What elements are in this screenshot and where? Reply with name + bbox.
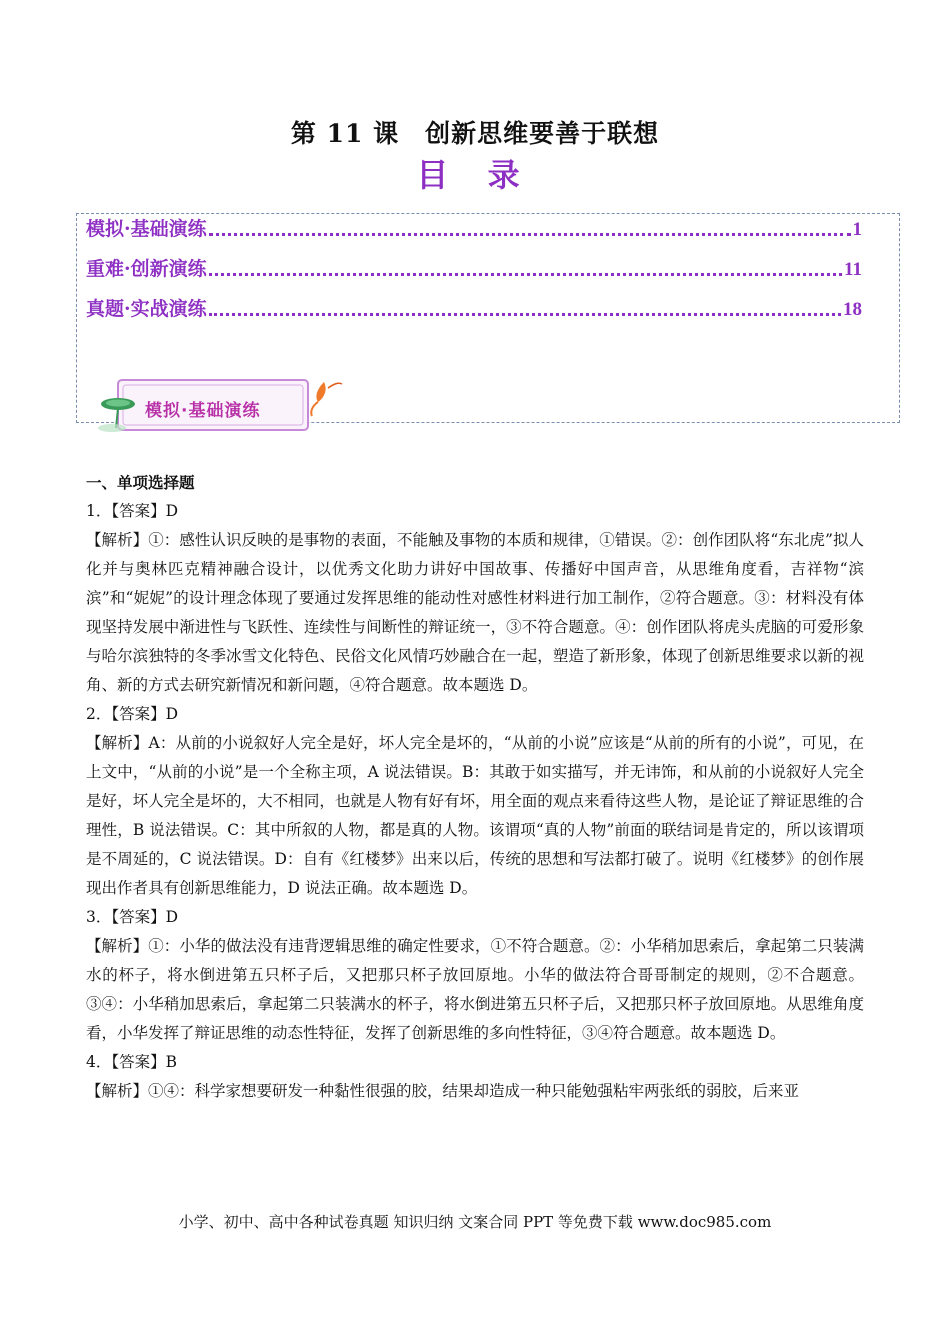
- toc-heading: 目 录: [416, 156, 534, 194]
- toc-leader-dots: [209, 312, 841, 316]
- section-heading: 一、单项选择题: [86, 473, 195, 492]
- toc-entry-label: 真题·实战演练: [86, 298, 207, 320]
- toc-entry[interactable]: [86, 214, 862, 241]
- toc-leader-dots: [209, 232, 851, 236]
- toc-entry[interactable]: [86, 294, 862, 321]
- answer-line: 3．【答案】D: [86, 908, 179, 926]
- answer-line: 1．【答案】D: [86, 502, 179, 520]
- toc-entry-page: 11: [844, 259, 862, 280]
- analysis-paragraph: 【解析】①：小华的做法没有违背逻辑思维的确定性要求，①不符合题意。②：小华稍加思索后，拿起第二只装满水的杯子，将水倒进第五只杯子后，又把那只杯子放回原地。小华的做法符合哥哥制定的规则，②不合题意。③④：小华稍加思索后，拿起第二只装满水的杯子，将水倒进第五只杯子后，又把那只杯子放回原地。从思维角度看，小华发挥了辩证思维的动态性特征，发挥了创新思维的多向性特征，③④符合题意。故本题选 D。: [86, 937, 864, 1042]
- analysis-paragraph: 【解析】①④：科学家想要研发一种黏性很强的胶，结果却造成一种只能勉强粘牢两张纸的弱胶，后来亚: [86, 1082, 800, 1100]
- toc-entry-label: 重难·创新演练: [86, 258, 207, 280]
- answer-content: [86, 468, 864, 1106]
- section-banner-label: 模拟·基础演练: [145, 401, 261, 421]
- document-title: 第 11 课 创新思维要善于联想: [290, 119, 660, 148]
- goldfish-icon: [311, 382, 342, 416]
- answer-line: 2．【答案】D: [86, 705, 179, 723]
- toc-entry-label: 模拟·基础演练: [86, 218, 207, 240]
- analysis-paragraph: 【解析】A：从前的小说叙好人完全是好，坏人完全是坏的，“从前的小说”应该是“从前的所有的小说”，可见，在上文中，“从前的小说”是一个全称主项，A 说法错误。B：其敢于如实描写，并无讳饰，和从前的小说叙好人完全是好，坏人完全是坏的，大不相同，也就是人物有好有坏，用全面的观点来看待这些人物，是论证了辩证思维的合理性，B 说法错误。C：其中所叙的人物，都是真的人物。该谓项“真的人物”前面的联结词是肯定的，所以该谓项是不周延的，C 说法错误。D：自有《红楼梦》出来以后，传统的思想和写法都打破了。说明《红楼梦》的创作展现出作者具有创新思维能力，D 说法正确。故本题选 D。: [86, 734, 864, 897]
- toc-entry-page: 1: [852, 219, 862, 240]
- toc-entry-page: 18: [843, 299, 862, 320]
- page-footer: 小学、初中、高中各种试卷真题 知识归纳 文案合同 PPT 等免费下载 www.doc985.com: [178, 1213, 772, 1231]
- toc-entry[interactable]: [86, 254, 862, 281]
- toc-leader-dots: [209, 272, 842, 276]
- answer-line: 4．【答案】B: [86, 1053, 178, 1071]
- analysis-paragraph: 【解析】①：感性认识反映的是事物的表面，不能触及事物的本质和规律，①错误。②：创作团队将“东北虎”拟人化并与奥林匹克精神融合设计，以优秀文化助力讲好中国故事、传播好中国声音，从思维角度看，吉祥物“滨滨”和“妮妮”的设计理念体现了要通过发挥思维的能动性对感性材料进行加工制作，②符合题意。③：材料没有体现坚持发展中渐进性与飞跃性、连续性与间断性的辩证统一，③不符合题意。④：创作团队将虎头虎脑的可爱形象与哈尔滨独特的冬季冰雪文化特色、民俗文化风情巧妙融合在一起，塑造了新形象，体现了创新思维要求以新的视角、新的方式去研究新情况和新问题，④符合题意。故本题选 D。: [86, 531, 864, 694]
